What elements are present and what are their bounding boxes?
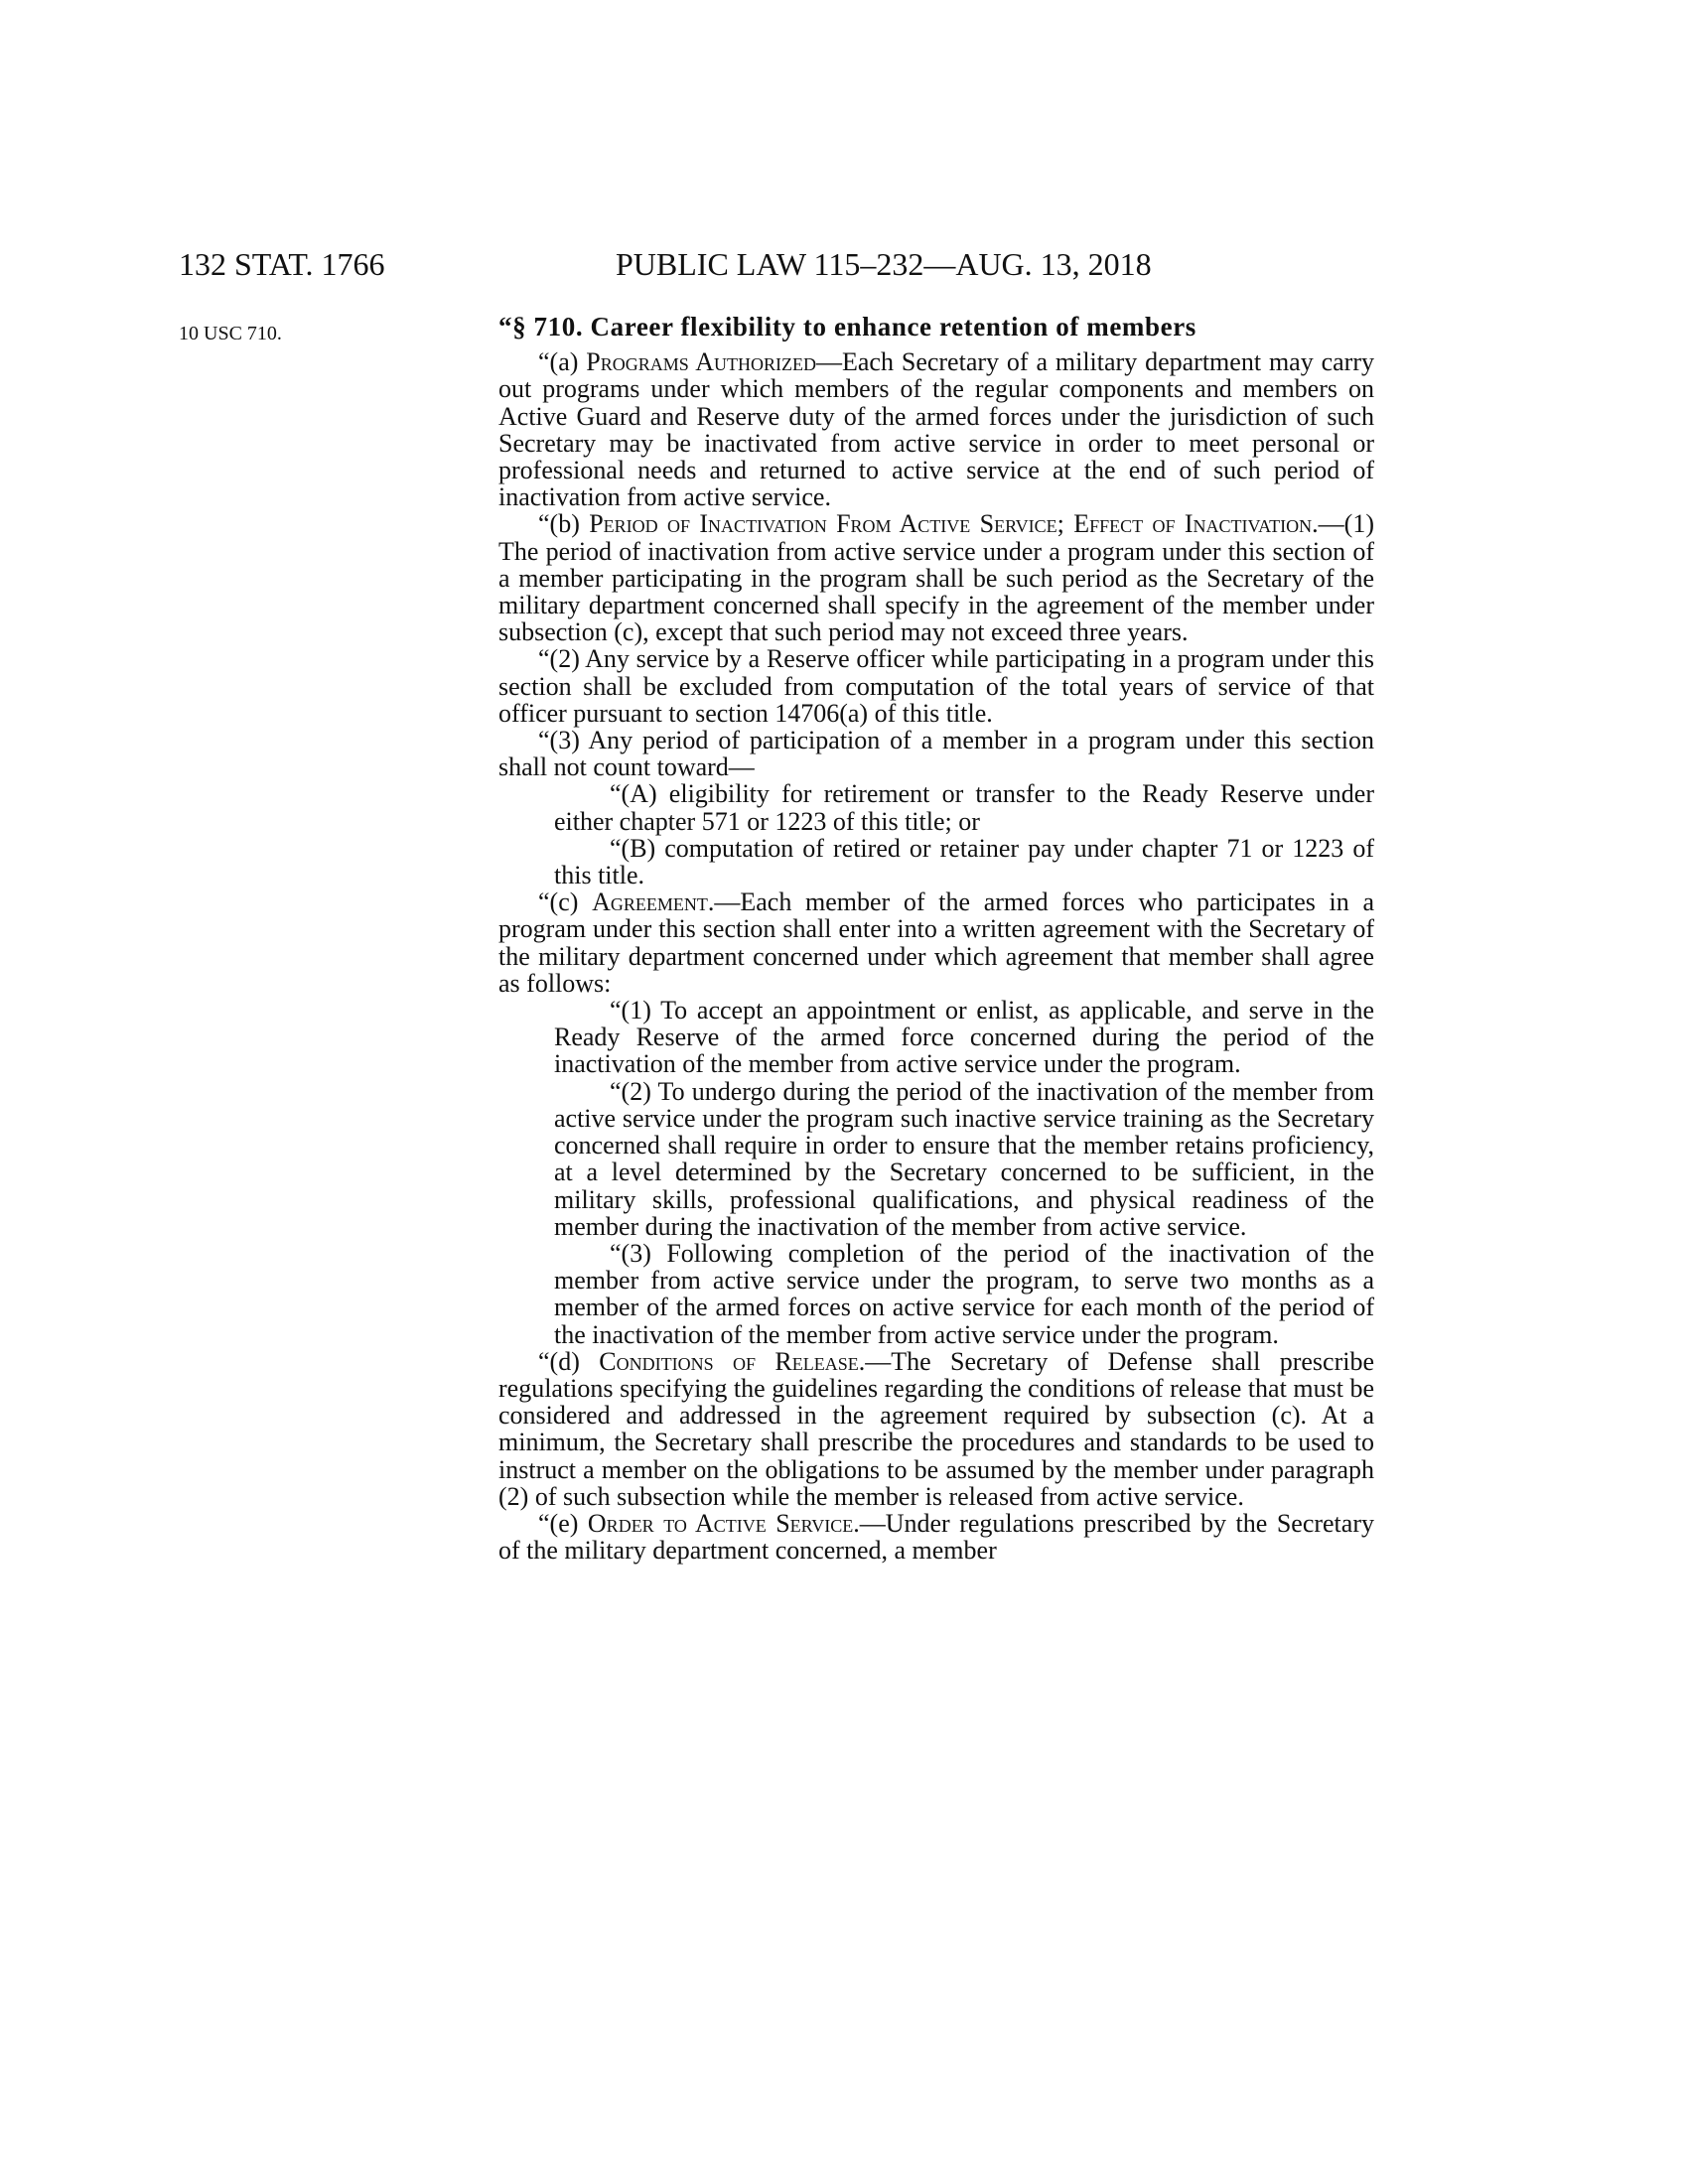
subsection-marker: “(e) (538, 1508, 588, 1538)
subsection-caption: Agreement (592, 887, 708, 917)
section-body (498, 314, 1374, 1564)
subsection-caption: Period of Inactivation From Active Service; Effect of Inactivation (589, 509, 1313, 539)
paragraph-c-3: “(3) Following completion of the period of the inactivation of the member from active service under the program, to serve two months as a member of the armed forces on active service for each month of the period of the inactivation of the member from active service under the program. (554, 1238, 1374, 1349)
public-law-citation: PUBLIC LAW 115–232—AUG. 13, 2018 (616, 246, 1152, 282)
paragraph-c-2: “(2) To undergo during the period of the inactivation of the member from active service under the program such inactive service training as the Secretary concerned shall require in order to ensure that the member retains proficiency, at a level determined by the Secretary concerned to be sufficient, in the military skills, professional qualifications, and physical readiness of the member during the inactivation of the member from active service. (554, 1076, 1374, 1241)
subparagraph-b-3-b: “(B) computation of retired or retainer pay under chapter 71 or 1223 of this title. (554, 833, 1374, 890)
subsection-caption: Conditions of Release (599, 1346, 859, 1376)
subsection-d (498, 1348, 1374, 1510)
subsection-marker: “(b) (538, 509, 590, 539)
subsection-caption: Programs Authorized (586, 347, 816, 377)
subsection-marker: “(d) (538, 1346, 600, 1376)
paragraph-c-1: “(1) To accept an appointment or enlist, as applicable, and serve in the Ready Reserve of the armed force concerned during the period of the inactivation of the member from active service under the program. (554, 996, 1374, 1079)
subsection-text: .—Each member of the armed forces who participates in a program under this section shall enter into a written agreement with the Secretary of the military department concerned under which agreement that member shall agree as follows: (498, 887, 1374, 998)
subparagraph-b-3-a: “(A) eligibility for retirement or transfer to the Ready Reserve under either chapter 571 or 1223 of this title; or (554, 779, 1374, 836)
subsection-c (498, 888, 1374, 997)
paragraph-b-3: “(3) Any period of participation of a member in a program under this section shall not count toward— (498, 726, 1374, 782)
paragraph-b-2: “(2) Any service by a Reserve officer while participating in a program under this section shall be excluded from computation of the total years of service of that officer pursuant to section 14706(a) of this title. (498, 644, 1374, 728)
subsection-text: —Each Secretary of a military department may carry out programs under which members of the regular components and members on Active Guard and Reserve duty of the armed forces under the jurisdiction of such Secretary may be inactivated from active service in order to meet personal or professional needs and returned to active service at the end of such period of inactivation from active service. (498, 347, 1374, 512)
subsection-text: .—(1) The period of inactivation from active service under a program under this section of a member participating in the program shall be such period as the Secretary of the military department concerned shall specify in the agreement of the member under subsection (c), except that such period may not exceed three years. (498, 509, 1374, 647)
subsection-marker: “(c) (538, 887, 593, 917)
subsection-a (498, 348, 1374, 510)
margin-note-usc: 10 USC 710. (179, 323, 282, 344)
subsection-marker: “(a) (538, 347, 587, 377)
section-heading: “§ 710. Career flexibility to enhance retention of members (498, 312, 1196, 341)
stat-citation: 132 STAT. 1766 (179, 246, 385, 282)
subsection-text: .—The Secretary of Defense shall prescribe regulations specifying the guidelines regarding the conditions of release that must be considered and addressed in the agreement required by subsection (c). At a minimum, the Secretary shall prescribe the procedures and standards to be used to instruct a member on the obligations to be assumed by the member under paragraph (2) of such subsection while the member is released from active service. (498, 1346, 1375, 1511)
subsection-caption: Order to Active Service (587, 1508, 854, 1538)
page-header (179, 246, 1370, 286)
subsection-b (498, 510, 1374, 645)
subsection-text: .—Under regulations prescribed by the Secretary of the military department concerned, a member (498, 1508, 1374, 1566)
subsection-e (498, 1510, 1374, 1564)
